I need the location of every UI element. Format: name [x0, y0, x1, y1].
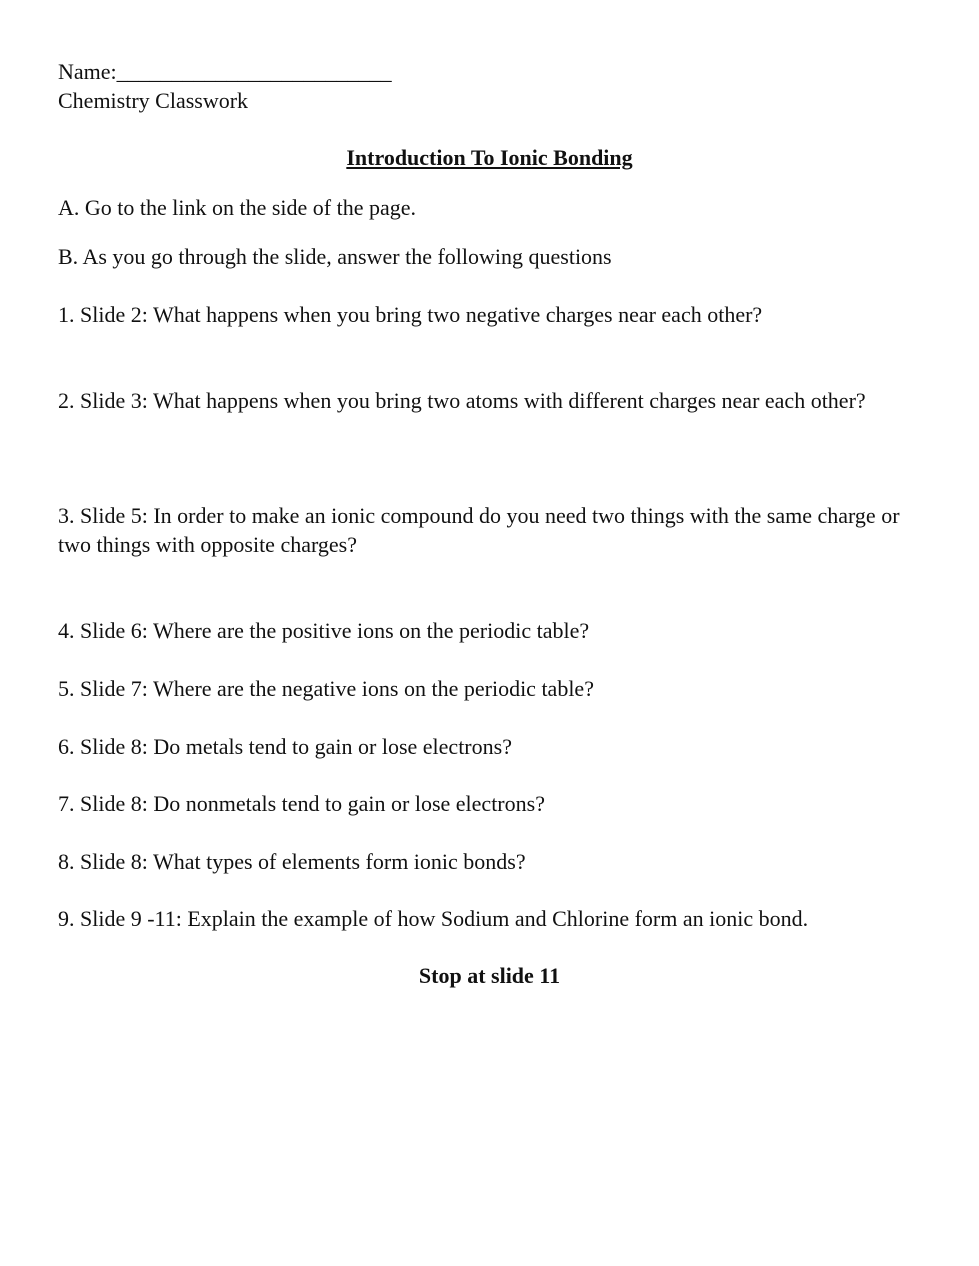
- question-6: 6. Slide 8: Do metals tend to gain or lose electrons?: [58, 734, 512, 759]
- question-8: 8. Slide 8: What types of elements form ionic bonds?: [58, 849, 526, 874]
- stop-instruction: Stop at slide 11: [418, 963, 561, 988]
- question-9: 9. Slide 9 -11: Explain the example of how Sodium and Chlorine form an ionic bond.: [58, 906, 809, 931]
- question-4: 4. Slide 6: Where are the positive ions on the periodic table?: [58, 618, 590, 643]
- question-5: 5. Slide 7: Where are the negative ions on the periodic table?: [58, 676, 594, 701]
- instruction-b: B. As you go through the slide, answer the following questions: [58, 244, 612, 269]
- question-7: 7. Slide 8: Do nonmetals tend to gain or lose electrons?: [58, 791, 545, 816]
- question-2: 2. Slide 3: What happens when you bring two atoms with different charges near each other?: [58, 388, 866, 413]
- name-field-label: Name:_________________________: [58, 59, 392, 84]
- question-1: 1. Slide 2: What happens when you bring two negative charges near each other?: [58, 302, 763, 327]
- course-label: Chemistry Classwork: [58, 88, 249, 113]
- instruction-a: A. Go to the link on the side of the page.: [58, 195, 417, 220]
- page-title: Introduction To Ionic Bonding: [346, 145, 633, 170]
- question-3: 3. Slide 5: In order to make an ionic compound do you need two things with the same charge or two things with opposite charges?: [58, 503, 900, 557]
